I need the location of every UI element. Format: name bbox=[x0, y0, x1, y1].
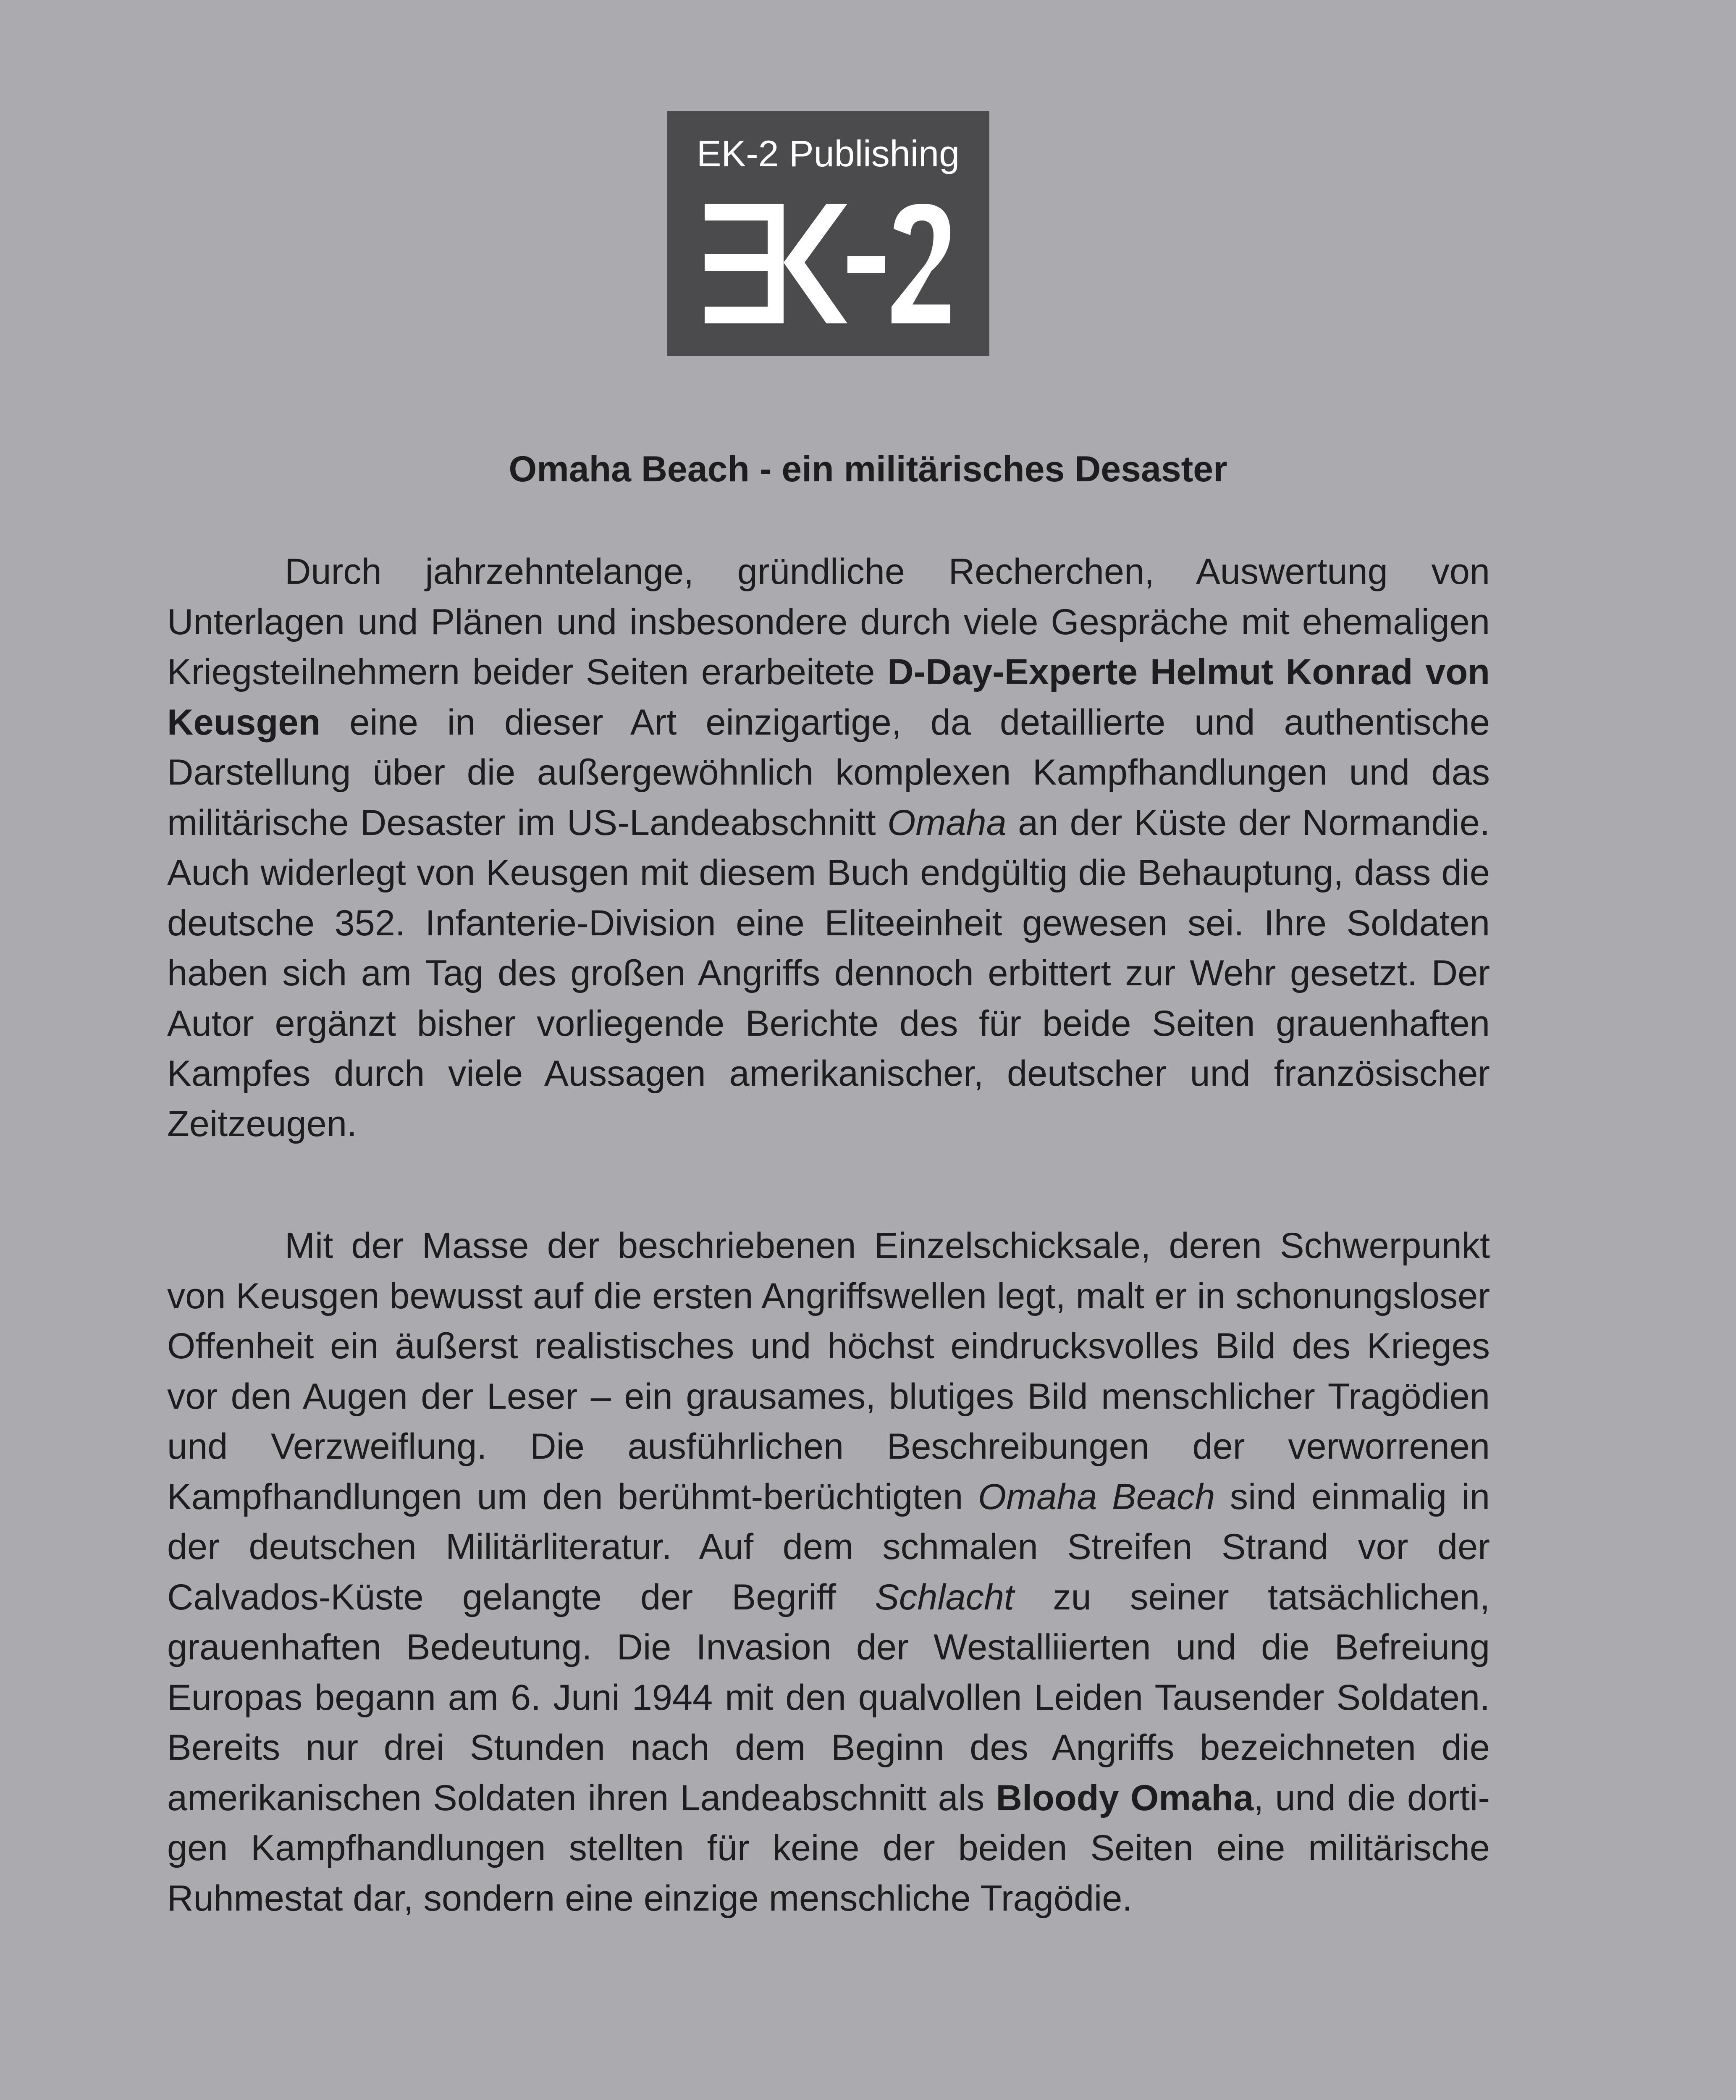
page-title: Omaha Beach - ein militärisches Desaster bbox=[509, 449, 1227, 489]
ek2-logo-mark bbox=[705, 204, 952, 326]
paragraph-2-text-1: Mit der Masse der beschriebenen Einzelschicksale, deren Schwerpunkt von Keusgen bewusst auf die ersten Angriffswellen legt, malt er in schonungsloser Offenheit ein äußerst realistisches und höchst eindrucksvolles Bild des Krieges vor den Augen der Leser – ein grausames, blutiges Bild menschlicher Tragödien und Verzweiflung. Die ausführlichen Beschreibungen der verworrenen Kampfhandlungen um den berühmt-berüchtigten bbox=[167, 1226, 1490, 1517]
paragraph-2 bbox=[167, 1221, 1490, 1924]
author-name: D-Day-Experte Helmut Konrad von Keusgen bbox=[167, 652, 1490, 743]
paragraph-1-text-3: an der Küste der Normandie. Auch widerlegt von Keusgen mit diesem Buch endgültig die Behauptung, dass die deutsche 352. Infanterie-Division eine Eliteeinheit gewesen sei. Ihre Soldaten haben sich am Tag des großen Angriffs dennoch erbittert zur Wehr gesetzt. Der Autor ergänzt bisher vorliegende Berichte des für beide Seiten grauenhaften Kampfes durch viele Aussagen amerikanischer, deutscher und französischer Zeitzeugen. bbox=[167, 802, 1490, 1144]
omaha-beach-italic: Omaha Beach bbox=[978, 1476, 1215, 1517]
paragraph-2-text-3: zu seiner tatsächlichen, grauenhaften Bedeutung. Die Invasion der Westalliierten und die Befreiung Europas begann am 6. Juni 1944 mit den qualvollen Leiden Tausender Soldaten. Bereits nur drei Stunden nach dem Beginn des Angriffs bezeichneten die amerikanischen Soldaten ihren Landeabschnitt als bbox=[167, 1577, 1490, 1818]
paragraph-2-text-2: sind einmalig in der deutschen Militärliteratur. Auf dem schmalen Streifen Strand vor der Calvados-Küste gelangte der Begriff bbox=[167, 1476, 1490, 1617]
publisher-name: EK-2 Publishing bbox=[696, 133, 960, 174]
paragraph-1-text-2: eine in dieser Art einzigartige, da detaillierte und authentische Darstellung über die außergewöhnlich komplexen Kampfhandlungen und das militärische Desaster im US-Landeabschnitt bbox=[167, 702, 1490, 843]
omaha-italic: Omaha bbox=[887, 802, 1007, 843]
bloody-omaha-bold: Bloody Omaha bbox=[996, 1777, 1254, 1818]
schlacht-italic: Schlacht bbox=[875, 1577, 1015, 1617]
paragraph-1 bbox=[167, 547, 1490, 1149]
paragraph-1-text-1: Durch jahrzehntelange, gründliche Recherchen, Auswertung von Unterlagen und Plänen und insbesondere durch viele Gespräche mit ehemaligen Kriegsteilnehmern beider Seiten erarbeitete bbox=[167, 551, 1490, 692]
paragraph-2-text-4: , und die dortigen Kampfhandlungen stellten für keine der beiden Seiten eine militärische Ruhmestat dar, sondern eine einzige menschliche Tragödie. bbox=[167, 1777, 1490, 1919]
publisher-logo bbox=[667, 111, 989, 356]
